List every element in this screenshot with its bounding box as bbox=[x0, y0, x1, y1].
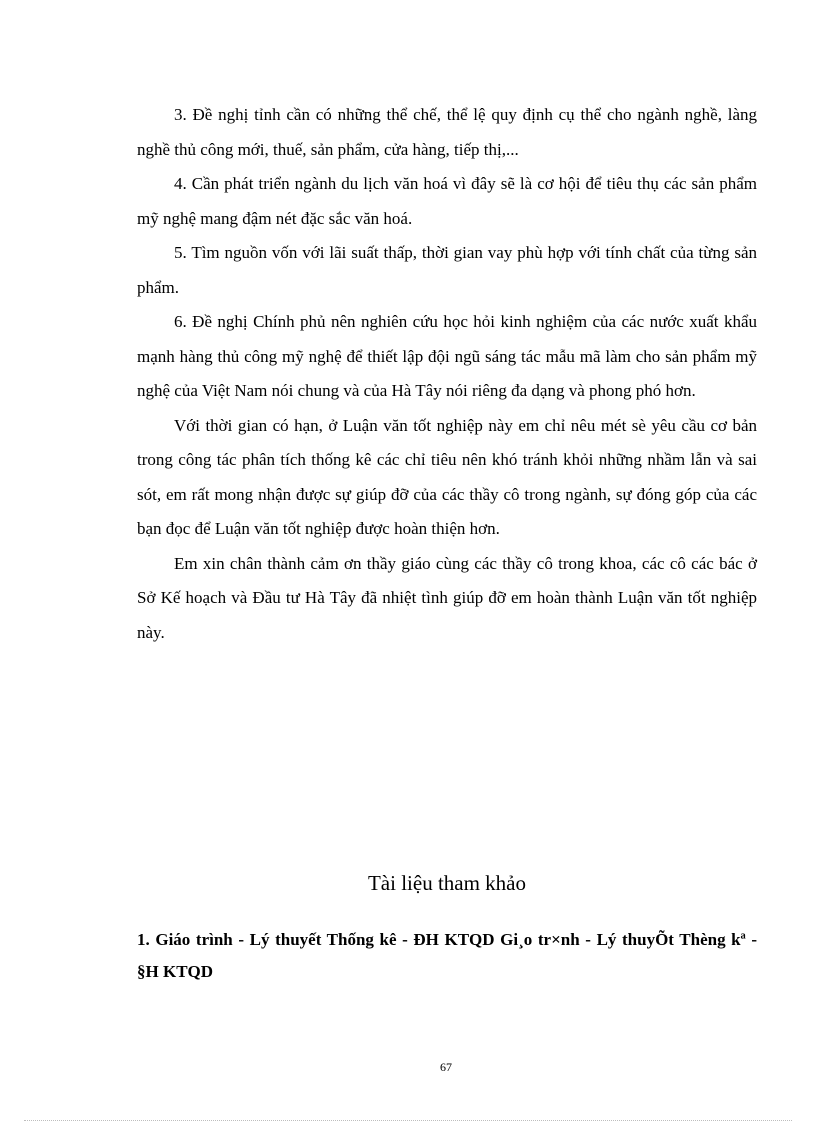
references-title: Tài liệu tham khảo bbox=[367, 871, 527, 895]
paragraph-acknowledgement: Em xin chân thành cảm ơn thầy giáo cùng các thầy cô trong khoa, các cô các bác ở Sở Kế hoạch và Đầu tư Hà Tây đã nhiệt tình giúp đỡ em hoàn thành Luận văn tốt nghiệp này. bbox=[137, 553, 757, 642]
paragraph-recommendation-6: 6. Đề nghị Chính phủ nên nghiên cứu học hỏi kinh nghiệm của các nước xuất khẩu mạnh hàng thủ công mỹ nghệ để thiết lập đội ngũ sáng tác mẫu mã làm cho sản phẩm mỹ nghệ của Việt Nam nói chung và của Hà Tây nói riêng đa dạng và phong phó hơn. bbox=[137, 312, 757, 400]
body-text bbox=[137, 98, 757, 650]
paragraph-recommendation-4: 4. Cần phát triển ngành du lịch văn hoá vì đây sẽ là cơ hội để tiêu thụ các sản phẩm mỹ nghệ mang đậm nét đặc sắc văn hoá. bbox=[137, 174, 757, 228]
page-number: 67 bbox=[440, 1060, 452, 1074]
page-bottom-divider bbox=[24, 1120, 792, 1121]
paragraph-recommendation-5: 5. Tìm nguồn vốn với lãi suất thấp, thời gian vay phù hợp với tính chất của từng sản phẩm. bbox=[137, 243, 757, 297]
paragraph-recommendation-3: 3. Đề nghị tỉnh cần có những thể chế, thể lệ quy định cụ thể cho ngành nghề, làng nghề thủ công mới, thuế, sản phẩm, cửa hàng, tiếp thị,... bbox=[137, 105, 757, 159]
reference-item: 1. Giáo trình - Lý thuyết Thống kê - ĐH KTQD Gi¸o tr×nh - Lý thuyÕt Thèng kª - §H KTQD bbox=[137, 930, 757, 981]
paragraph-conclusion: Với thời gian có hạn, ở Luận văn tốt nghiệp này em chỉ nêu mét sè yêu cầu cơ bản trong công tác phân tích thống kê các chỉ tiêu nên khó tránh khỏi những nhầm lẫn và sai sót, em rất mong nhận được sự giúp đỡ của các thầy cô trong ngành, sự đóng góp của các bạn đọc để Luận văn tốt nghiệp được hoàn thiện hơn. bbox=[137, 415, 757, 538]
